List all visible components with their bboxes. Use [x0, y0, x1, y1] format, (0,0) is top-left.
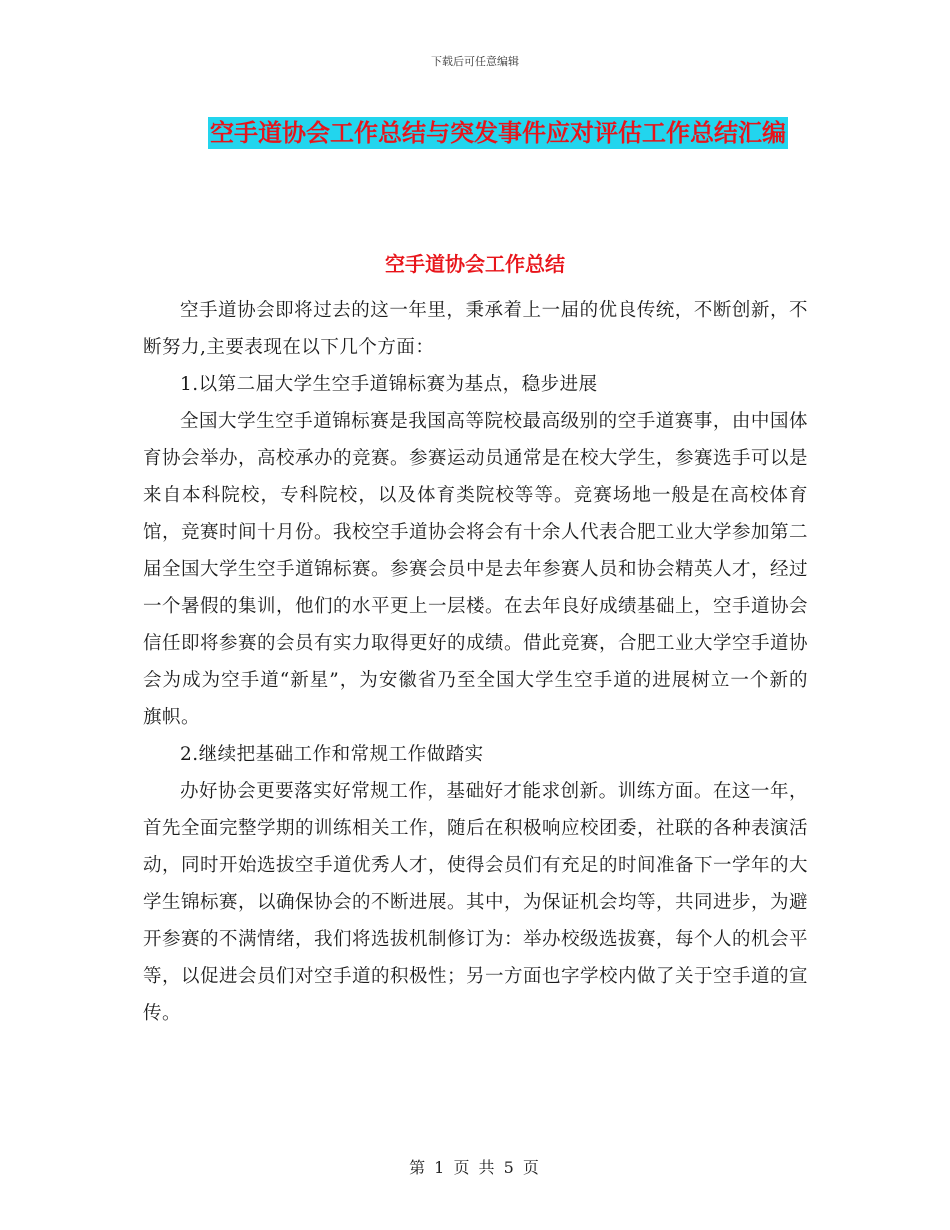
document-title — [188, 110, 808, 156]
paragraph-heading-2: 2.继续把基础工作和常规工作做踏实 — [180, 744, 484, 765]
page-footer: 第 1 页 共 5 页 — [409, 1158, 541, 1177]
paragraph-heading-1: 1.以第二届大学生空手道锦标赛为基点，稳步进展 — [180, 374, 598, 395]
paragraph-championship: 全国大学生空手道锦标赛是我国高等院校最高级别的空手道赛事，由中国体育协会举办，高校承办的竞赛。参赛运动员通常是在校大学生，参赛选手可以是来自本科院校，专科院校，以及体育类院校等等。竞赛场地一般是在高校体育馆，竞赛时间十月份。我校空手道协会将会有十余人代表合肥工业大学参加第二届全国大学生空手道锦标赛。参赛会员中是去年参赛人员和协会精英人才，经过一个暑假的集训，他们的水平更上一层楼。在去年良好成绩基础上，空手道协会信任即将参赛的会员有实力取得更好的成绩。借此竞赛，合肥工业大学空手道协会为成为空手道“新星”，为安徽省乃至全国大学生空手道的进展树立一个新的旗帜。 — [143, 411, 809, 728]
paragraph-intro: 空手道协会即将过去的这一年里，秉承着上一届的优良传统，不断创新，不断努力,主要表现在以下几个方面： — [143, 300, 808, 358]
header-note: 下载后可任意编辑 — [431, 55, 519, 68]
paragraph-routine-work: 办好协会更要落实好常规工作，基础好才能求创新。训练方面。在这一年，首先全面完整学期的训练相关工作，随后在积极响应校团委，社联的各种表演活动，同时开始选拔空手道优秀人才，使得会员们有充足的时间准备下一学年的大学生锦标赛，以确保协会的不断进展。其中，为保证机会均等，共同进步，为避开参赛的不满情绪，我们将选拔机制修订为：举办校级选拔赛，每个人的机会平等，以促进会员们对空手道的积极性；另一方面也字学校内做了关于空手道的宣传。 — [143, 781, 809, 1024]
section-title: 空手道协会工作总结 — [385, 252, 565, 276]
document-body — [143, 292, 808, 1032]
document-title-text: 空手道协会工作总结与突发事件应对评估工作总结汇编 — [210, 119, 786, 147]
